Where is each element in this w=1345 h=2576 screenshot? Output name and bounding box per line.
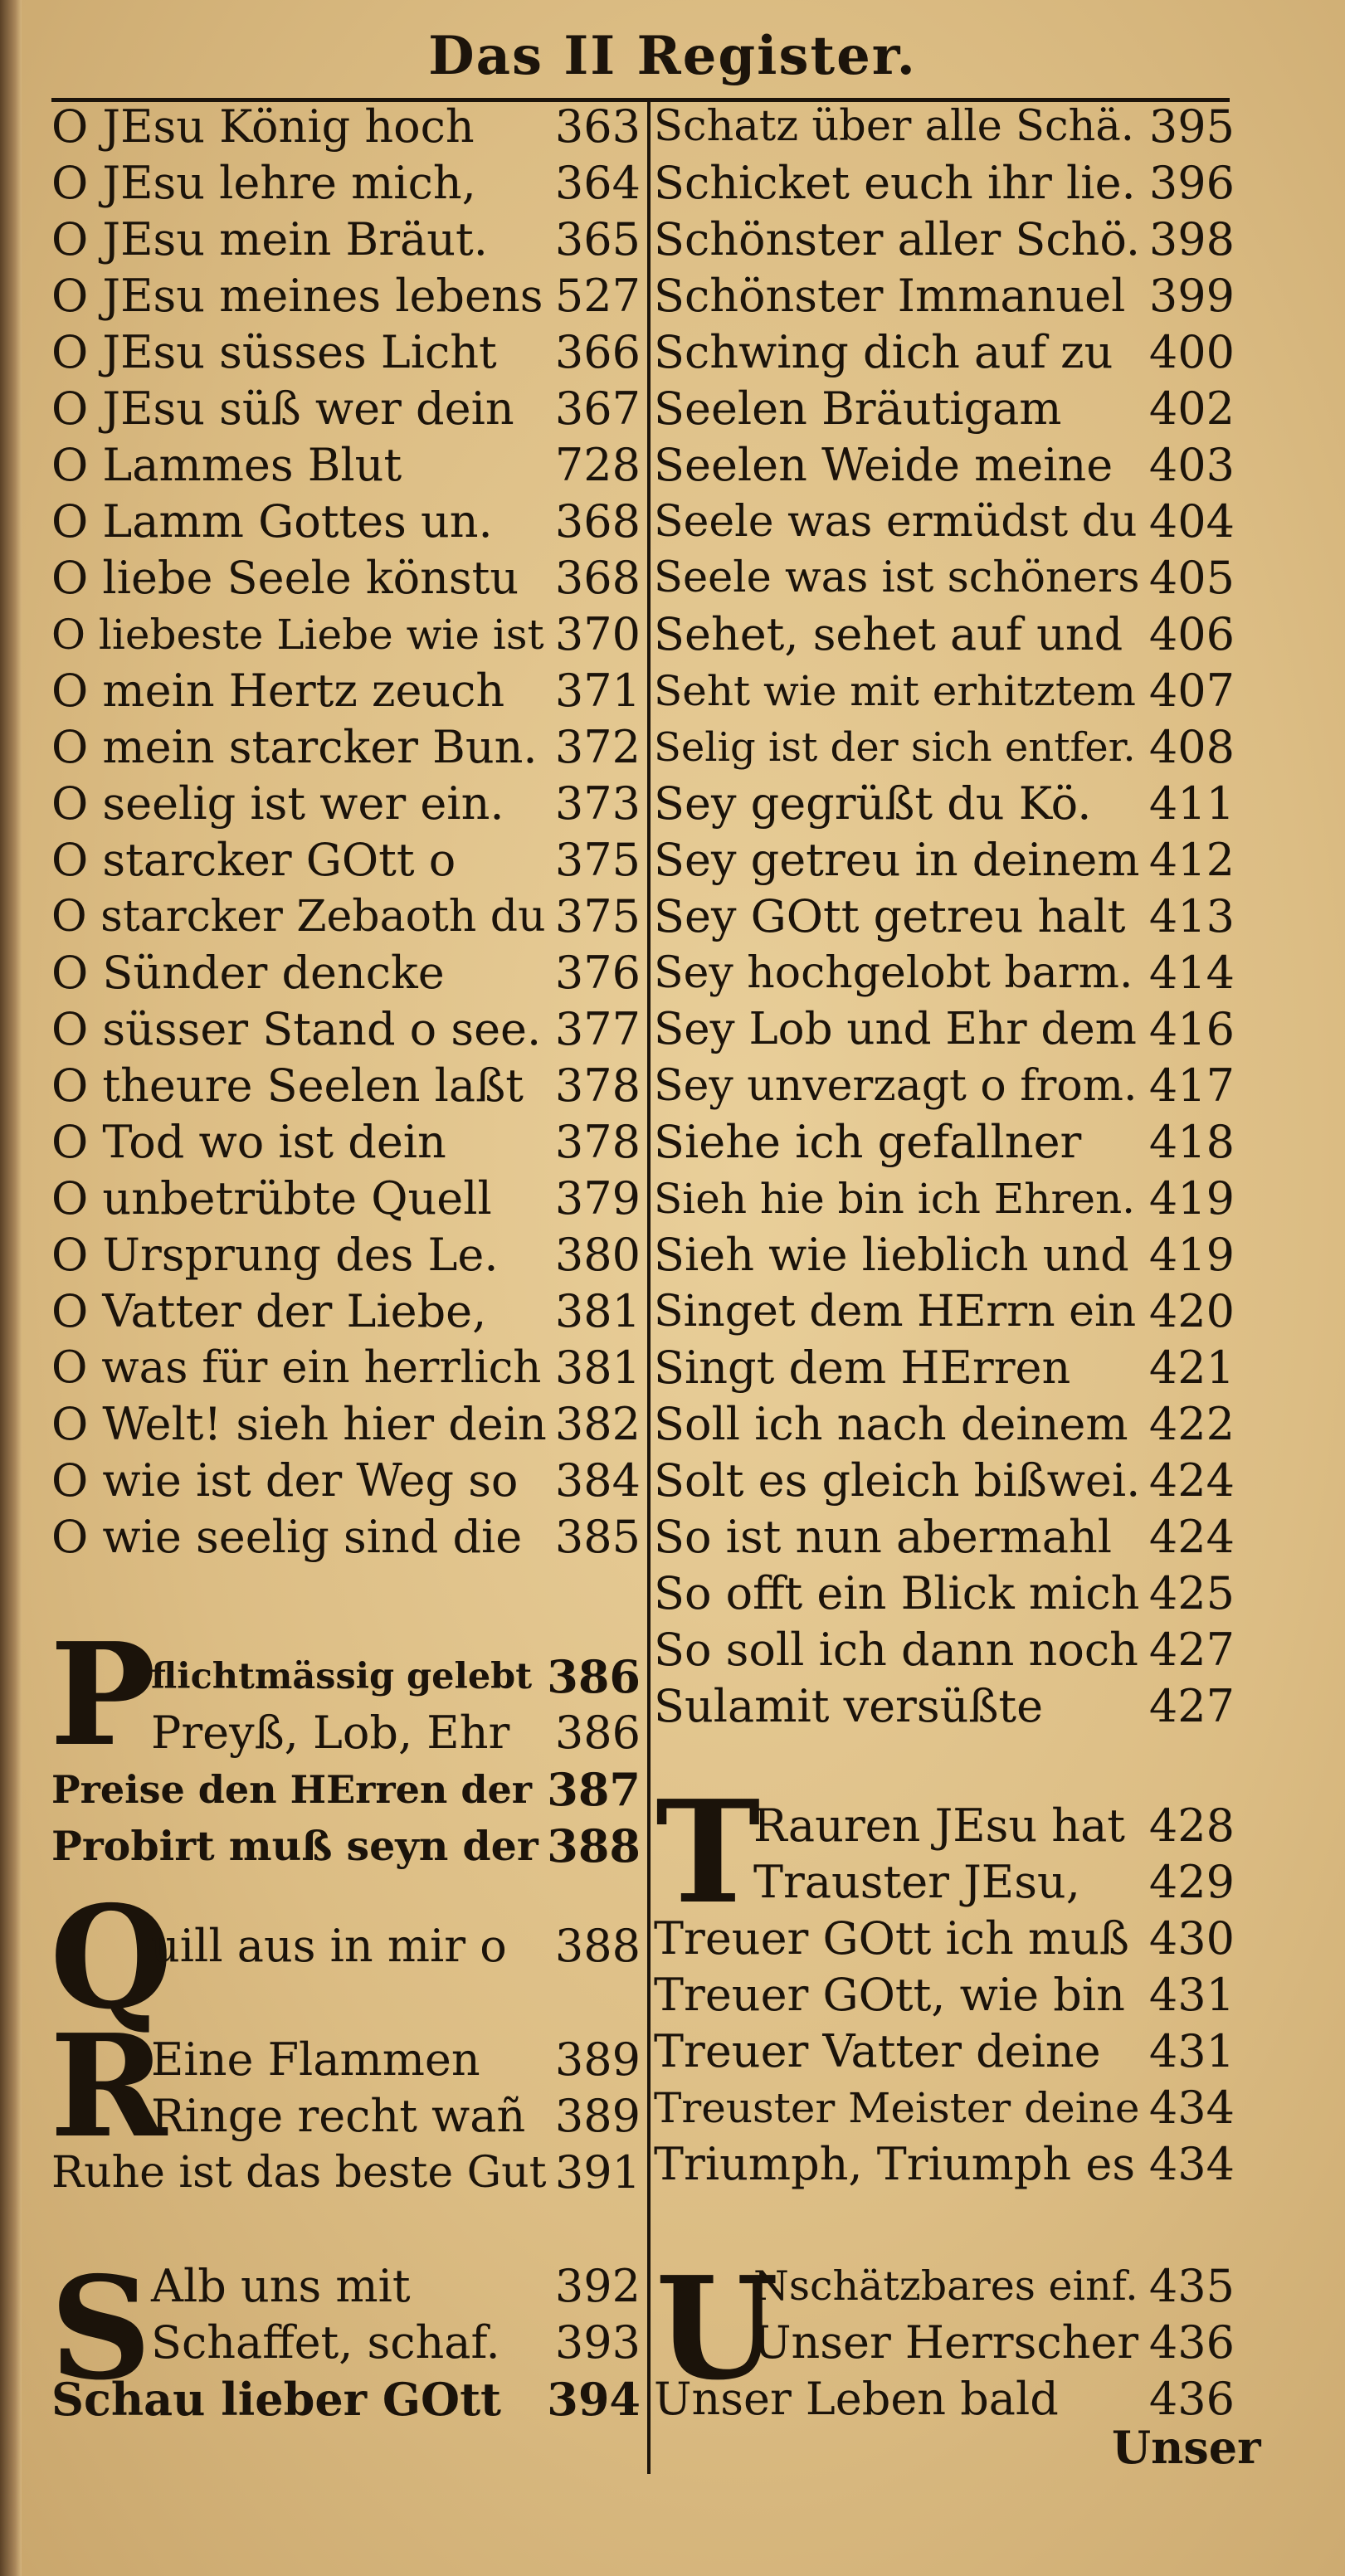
entry-page-number: 384 <box>554 1454 641 1507</box>
initial-letter-p: P <box>50 1612 156 1778</box>
entry-page-number: 388 <box>547 1819 641 1872</box>
register-entry <box>654 1117 1235 1168</box>
entry-title: Treuer GOtt, wie bin <box>654 1969 1125 2021</box>
entry-title: O mein starcker Bun. <box>51 721 538 773</box>
entry-title: Schatz über alle Schä. <box>654 102 1134 151</box>
entry-title: O theure Seelen laßt <box>51 1059 524 1112</box>
entry-page-number: 393 <box>554 2316 641 2369</box>
entry-title: Schwing dich auf zu <box>654 326 1114 378</box>
register-entry <box>51 947 641 999</box>
entry-page-number: 424 <box>1148 1454 1235 1507</box>
initial-letter-r: R <box>50 2004 168 2169</box>
entry-title: Sulamit versüßte <box>654 1680 1044 1732</box>
register-entry <box>654 1230 1235 1281</box>
entry-title: Probirt muß seyn der <box>51 1822 538 1870</box>
entry-title: Seelen Weide meine <box>654 439 1114 491</box>
entry-title: O unbetrübte Quell <box>51 1172 492 1225</box>
register-entry <box>654 1970 1235 2021</box>
entry-title: Singt dem HErren <box>654 1342 1071 1394</box>
register-entry <box>654 2082 1235 2134</box>
entry-page-number: 394 <box>547 2373 641 2426</box>
entry-page-number: 398 <box>1148 213 1235 265</box>
entry-page-number: 385 <box>554 1511 641 1563</box>
entry-title: Sey GOtt getreu halt <box>654 890 1126 942</box>
entry-title: Sey getreu in deinem <box>654 834 1140 886</box>
register-entry <box>654 1286 1235 1337</box>
entry-title: O seelig ist wer ein. <box>51 777 504 830</box>
register-entry <box>51 835 641 886</box>
entry-title: Solt es gleich bißwei. <box>654 1454 1141 1507</box>
entry-title: Seelen Bräutigam <box>654 382 1062 435</box>
entry-title: O JEsu süsses Licht <box>51 326 497 378</box>
register-entry <box>654 1455 1235 1507</box>
entry-title: O süsser Stand o see. <box>51 1003 542 1055</box>
entry-title: Nschätzbares einf. <box>753 2262 1138 2310</box>
register-entry <box>654 1060 1235 1112</box>
entry-title: O JEsu König hoch <box>51 100 475 153</box>
entry-page-number: 389 <box>554 2033 641 2086</box>
entry-page-number: 365 <box>554 213 641 265</box>
register-entry <box>51 270 641 322</box>
register-entry <box>654 1624 1235 1676</box>
register-entry <box>654 1512 1235 1563</box>
register-entry <box>654 609 1235 660</box>
entry-page-number: 391 <box>554 2146 641 2199</box>
entry-page-number: 430 <box>1148 1912 1235 1965</box>
entry-title: Preise den HErren der <box>51 1767 533 1812</box>
entry-page-number: 411 <box>1148 777 1235 830</box>
entry-title: Alb uns mit <box>151 2260 411 2312</box>
register-entry <box>51 609 641 660</box>
entry-title: Schönster Immanuel <box>654 270 1126 322</box>
entry-page-number: 364 <box>554 157 641 209</box>
entry-page-number: 382 <box>554 1398 641 1450</box>
register-entry <box>654 665 1235 717</box>
register-entry <box>51 1230 641 1281</box>
entry-title: Treuer GOtt ich muß <box>654 1912 1129 1965</box>
entry-title: So ist nun abermahl <box>654 1511 1112 1563</box>
entry-title: Schicket euch ihr lie. <box>654 157 1136 209</box>
entry-page-number: 386 <box>554 1707 641 1759</box>
entry-title: Sey hochgelobt barm. <box>654 948 1133 998</box>
entry-page-number: 375 <box>554 834 641 886</box>
entry-page-number: 379 <box>554 1172 641 1225</box>
register-entry <box>51 665 641 717</box>
entry-page-number: 404 <box>1148 495 1235 548</box>
register-entry <box>654 101 1235 153</box>
entry-page-number: 370 <box>554 608 641 660</box>
register-entry <box>654 496 1235 548</box>
entry-title: Rauren JEsu hat <box>753 1799 1125 1852</box>
entry-page-number: 378 <box>554 1116 641 1168</box>
register-entry <box>654 835 1235 886</box>
book-spine-edge <box>0 0 22 2576</box>
entry-title: Unser Leben bald <box>654 2373 1059 2425</box>
entry-title: Sieh wie lieblich und <box>654 1229 1129 1281</box>
register-entry <box>51 2261 641 2312</box>
entry-title: O Lamm Gottes un. <box>51 495 493 548</box>
entry-page-number: 416 <box>1148 1003 1235 1055</box>
entry-page-number: 387 <box>547 1763 641 1816</box>
register-entry <box>51 1820 641 1872</box>
register-entry <box>51 2317 641 2369</box>
register-entry <box>654 947 1235 999</box>
entry-title: Selig ist der sich entfer. <box>654 724 1136 771</box>
register-entry <box>654 2317 1235 2369</box>
entry-title: Siehe ich gefallner <box>654 1116 1082 1168</box>
entry-page-number: 377 <box>554 1003 641 1055</box>
entry-page-number: 363 <box>554 100 641 153</box>
register-entry <box>51 553 641 604</box>
column-divider <box>647 101 651 2474</box>
register-entry <box>51 1399 641 1450</box>
entry-page-number: 392 <box>554 2260 641 2312</box>
entry-title: O Vatter der Liebe, <box>51 1285 487 1337</box>
register-entry <box>654 214 1235 265</box>
entry-title: O Sünder dencke <box>51 947 445 999</box>
entry-title: Eine Flammen <box>151 2033 480 2086</box>
entry-page-number: 406 <box>1148 608 1235 660</box>
initial-letter-s: S <box>50 2246 152 2412</box>
entry-page-number: 395 <box>1148 100 1235 153</box>
entry-page-number: 367 <box>554 382 641 435</box>
entry-page-number: 407 <box>1148 665 1235 717</box>
entry-page-number: 371 <box>554 665 641 717</box>
register-entry <box>51 1764 641 1815</box>
register-entry <box>654 383 1235 435</box>
register-entry <box>654 1399 1235 1450</box>
entry-title: Trauster JEsu, <box>753 1856 1080 1908</box>
entry-title: O liebe Seele könstu <box>51 552 519 604</box>
entry-page-number: 427 <box>1148 1680 1235 1732</box>
entry-title: Seht wie mit erhitztem <box>654 667 1136 715</box>
register-entry <box>51 214 641 265</box>
entry-page-number: 436 <box>1148 2373 1235 2425</box>
register-entry <box>654 553 1235 604</box>
entry-page-number: 527 <box>554 270 641 322</box>
entry-page-number: 389 <box>554 2090 641 2142</box>
entry-page-number: 435 <box>1148 2260 1235 2312</box>
catchword: Unser <box>1112 2421 1261 2474</box>
register-entry <box>51 1173 641 1225</box>
page-title: Das II Register. <box>428 25 917 87</box>
register-entry <box>51 1004 641 1055</box>
entry-page-number: 376 <box>554 947 641 999</box>
register-entry <box>654 270 1235 322</box>
entry-page-number: 381 <box>554 1342 641 1394</box>
register-entry <box>51 1455 641 1507</box>
entry-page-number: 381 <box>554 1285 641 1337</box>
register-entry <box>654 891 1235 942</box>
entry-title: O liebeste Liebe wie ist <box>51 611 544 659</box>
entry-page-number: 378 <box>554 1059 641 1112</box>
entry-title: Treuster Meister deine <box>654 2084 1140 2132</box>
entry-title: Schaffet, schaf. <box>151 2316 500 2369</box>
register-entry <box>51 496 641 548</box>
register-entry <box>654 778 1235 830</box>
entry-title: O was für ein herrlich <box>51 1342 542 1393</box>
entry-title: flichtmässig gelebt <box>151 1656 533 1697</box>
entry-title: Sieh hie bin ich Ehren. <box>654 1175 1136 1223</box>
entry-page-number: 373 <box>554 777 641 830</box>
entry-title: Ringe recht wañ <box>151 2090 526 2142</box>
entry-page-number: 372 <box>554 721 641 773</box>
register-entry <box>654 2026 1235 2077</box>
entry-title: O starcker GOtt o <box>51 834 456 886</box>
entry-page-number: 386 <box>547 1650 641 1703</box>
entry-title: O wie seelig sind die <box>51 1511 523 1563</box>
register-entry <box>654 327 1235 378</box>
register-entry <box>51 778 641 830</box>
entry-title: O wie ist der Weg so <box>51 1454 519 1507</box>
entry-title: O starcker Zebaoth du <box>51 892 546 942</box>
entry-page-number: 728 <box>554 439 641 491</box>
register-entry <box>654 1568 1235 1619</box>
entry-page-number: 434 <box>1148 2138 1235 2190</box>
register-entry <box>51 1342 641 1394</box>
entry-page-number: 412 <box>1148 834 1235 886</box>
register-entry <box>654 1004 1235 1055</box>
register-entry <box>654 1173 1235 1225</box>
entry-title: O JEsu lehre mich, <box>51 157 476 209</box>
entry-title: Sey Lob und Ehr dem <box>654 1004 1137 1054</box>
entry-page-number: 368 <box>554 495 641 548</box>
register-entry <box>51 1060 641 1112</box>
entry-page-number: 422 <box>1148 1398 1235 1450</box>
register-entry <box>51 1651 641 1702</box>
entry-title: Preyß, Lob, Ehr <box>151 1707 510 1759</box>
register-entry <box>51 1286 641 1337</box>
entry-page-number: 408 <box>1148 721 1235 773</box>
entry-title: Soll ich nach deinem <box>654 1398 1128 1450</box>
initial-letter-q: Q <box>50 1875 173 2041</box>
entry-page-number: 419 <box>1148 1229 1235 1281</box>
initial-letter-u: U <box>655 2246 779 2412</box>
entry-page-number: 388 <box>554 1920 641 1972</box>
entry-title: Schönster aller Schö. <box>654 213 1141 265</box>
register-entry <box>654 2374 1235 2425</box>
register-entry <box>51 1707 641 1759</box>
entry-page-number: 403 <box>1148 439 1235 491</box>
register-entry <box>51 2147 641 2199</box>
register-entry <box>51 101 641 153</box>
entry-title: O JEsu süß wer dein <box>51 382 514 435</box>
entry-title: So offt ein Blick mich <box>654 1567 1140 1619</box>
register-entry <box>51 158 641 209</box>
register-entry <box>654 1681 1235 1732</box>
entry-page-number: 418 <box>1148 1116 1235 1168</box>
register-entry <box>654 1857 1235 1908</box>
entry-page-number: 421 <box>1148 1342 1235 1394</box>
entry-title: O Welt! sieh hier dein <box>51 1398 547 1450</box>
entry-title: O JEsu meines lebens <box>51 270 543 322</box>
register-entry <box>51 2091 641 2142</box>
entry-title: Treuer Vatter deine <box>654 2025 1101 2077</box>
entry-page-number: 419 <box>1148 1172 1235 1225</box>
entry-title: Sehet, sehet auf und <box>654 608 1123 660</box>
register-entry <box>51 1512 641 1563</box>
register-entry <box>51 1117 641 1168</box>
entry-title: uill aus in mir o <box>151 1920 507 1972</box>
entry-page-number: 420 <box>1148 1285 1235 1337</box>
entry-page-number: 413 <box>1148 890 1235 942</box>
entry-page-number: 375 <box>554 890 641 942</box>
entry-page-number: 399 <box>1148 270 1235 322</box>
register-entry <box>51 383 641 435</box>
entry-title: Singet dem HErrn ein <box>654 1287 1137 1337</box>
entry-page-number: 417 <box>1148 1059 1235 1112</box>
register-entry <box>654 158 1235 209</box>
register-entry <box>51 2034 641 2086</box>
entry-page-number: 427 <box>1148 1624 1235 1676</box>
register-entry <box>51 891 641 942</box>
entry-title: Sey gegrüßt du Kö. <box>654 777 1092 830</box>
entry-page-number: 402 <box>1148 382 1235 435</box>
register-entry <box>51 327 641 378</box>
entry-page-number: 428 <box>1148 1799 1235 1852</box>
entry-title: O JEsu mein Bräut. <box>51 213 488 265</box>
entry-page-number: 436 <box>1148 2316 1235 2369</box>
entry-title: Schau lieber GOtt <box>51 2373 501 2426</box>
register-entry <box>654 440 1235 491</box>
entry-title: Ruhe ist das beste Gut <box>51 2148 547 2198</box>
entry-title: O Ursprung des Le. <box>51 1229 499 1281</box>
register-entry <box>654 1800 1235 1852</box>
register-entry <box>654 2261 1235 2312</box>
entry-page-number: 434 <box>1148 2082 1235 2134</box>
entry-title: Seele was ermüdst du <box>654 497 1138 547</box>
entry-title: Unser Herrscher <box>753 2316 1139 2369</box>
register-entry <box>51 1921 641 1972</box>
entry-page-number: 431 <box>1148 1969 1235 2021</box>
entry-page-number: 424 <box>1148 1511 1235 1563</box>
register-entry <box>654 1342 1235 1394</box>
entry-page-number: 368 <box>554 552 641 604</box>
entry-page-number: 400 <box>1148 326 1235 378</box>
initial-letter-t: T <box>655 1770 761 1936</box>
entry-title: So soll ich dann noch <box>654 1624 1138 1676</box>
register-entry <box>654 1913 1235 1965</box>
entry-page-number: 425 <box>1148 1567 1235 1619</box>
entry-page-number: 405 <box>1148 552 1235 604</box>
entry-title: Seele was ist schöners <box>654 553 1140 602</box>
entry-title: O mein Hertz zeuch <box>51 665 505 717</box>
register-entry <box>51 722 641 773</box>
register-entry <box>654 722 1235 773</box>
entry-page-number: 380 <box>554 1229 641 1281</box>
entry-page-number: 429 <box>1148 1856 1235 1908</box>
register-entry <box>51 440 641 491</box>
register-entry <box>654 2139 1235 2190</box>
entry-title: Triumph, Triumph es <box>654 2138 1136 2190</box>
entry-page-number: 431 <box>1148 2025 1235 2077</box>
entry-title: Sey unverzagt o from. <box>654 1061 1138 1111</box>
entry-page-number: 396 <box>1148 157 1235 209</box>
entry-page-number: 414 <box>1148 947 1235 999</box>
register-entry <box>51 2374 641 2425</box>
entry-title: O Tod wo ist dein <box>51 1116 446 1168</box>
entry-page-number: 366 <box>554 326 641 378</box>
entry-title: O Lammes Blut <box>51 439 402 491</box>
